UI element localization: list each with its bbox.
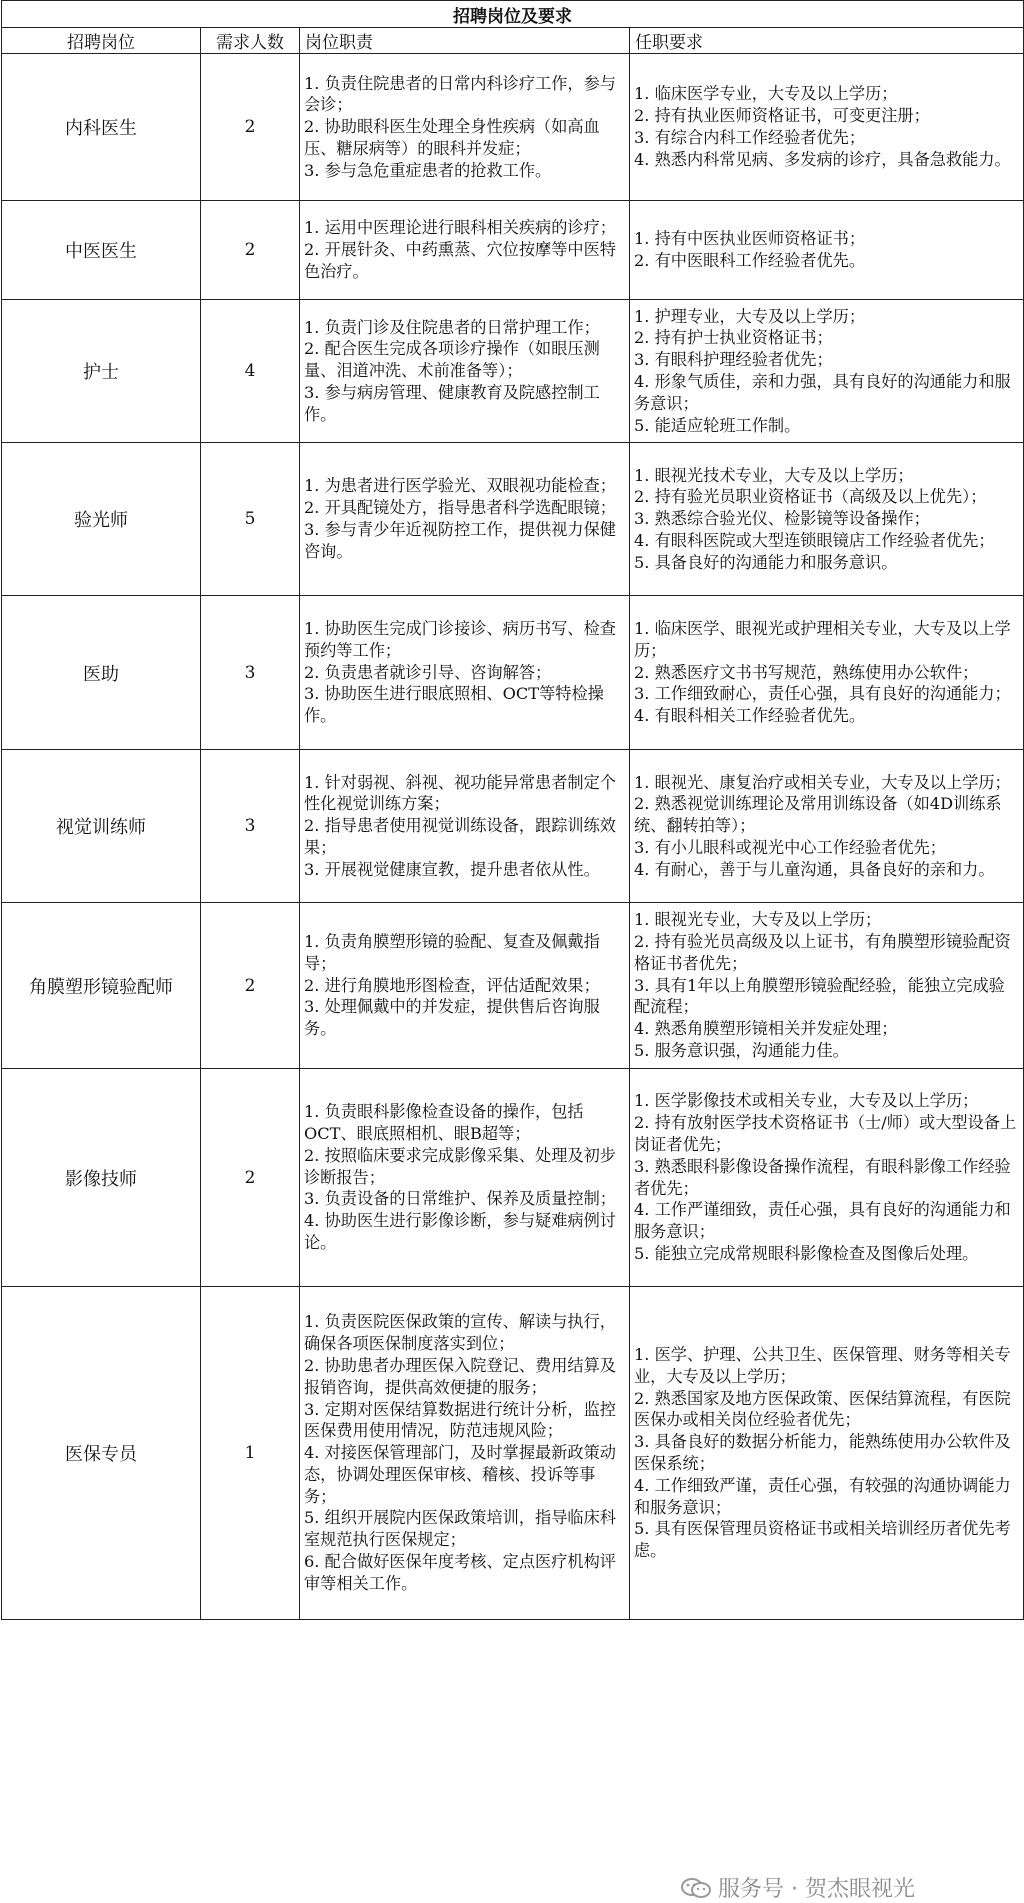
cell-requirements (630, 54, 1024, 201)
cell-count: 2 (201, 54, 300, 201)
requirement-item: 1. 护理专业，大专及以上学历； (634, 306, 866, 326)
table-row (2, 54, 1024, 201)
requirement-item: 1. 医学影像技术或相关专业，大专及以上学历； (634, 1091, 979, 1111)
cell-duties (300, 201, 630, 300)
duty-item: 1. 为患者进行医学验光、双眼视功能检查； (304, 476, 616, 496)
requirement-item: 2. 持有护士执业资格证书； (634, 328, 833, 348)
cell-position: 医保专员 (2, 1287, 201, 1620)
requirement-item: 4. 有眼科医院或大型连锁眼镜店工作经验者优先； (634, 530, 995, 550)
duty-item: 4. 对接医保管理部门，及时掌握最新政策动态，协调处理医保审核、稽核、投诉等事务； (304, 1443, 616, 1506)
cell-position: 医助 (2, 596, 201, 750)
requirement-item: 1. 眼视光、康复治疗或相关专业，大专及以上学历； (634, 772, 1011, 792)
cell-duties (300, 750, 630, 903)
requirement-item: 5. 具有医保管理员资格证书或相关培训经历者优先考虑。 (634, 1519, 1011, 1561)
duty-item: 2. 协助患者办理医保入院登记、费用结算及报销咨询，提供高效便捷的服务； (304, 1355, 616, 1397)
cell-position: 视觉训练师 (2, 750, 201, 903)
cell-duties (300, 903, 630, 1069)
requirement-item: 2. 持有验光员职业资格证书（高级及以上优先）； (634, 487, 987, 507)
requirement-item: 3. 有眼科护理经验者优先； (634, 350, 833, 370)
duty-item: 5. 组织开展院内医保政策培训，指导临床科室规范执行医保规定； (304, 1508, 616, 1550)
duty-item: 2. 协助眼科医生处理全身性疾病（如高血压、糖尿病等）的眼科并发症； (304, 117, 600, 158)
duty-item: 2. 进行角膜地形图检查，评估适配效果； (304, 975, 600, 995)
requirement-item: 5. 能独立完成常规眼科影像检查及图像后处理。 (634, 1243, 979, 1263)
table-row (2, 903, 1024, 1069)
duty-item: 2. 指导患者使用视觉训练设备，跟踪训练效果； (304, 816, 616, 857)
duty-item: 3. 定期对医保结算数据进行统计分析，监控医保费用使用情况，防范违规风险； (304, 1399, 616, 1441)
cell-requirements (630, 750, 1024, 903)
table-row (2, 443, 1024, 596)
recruitment-table (1, 0, 1024, 1620)
requirement-item: 5. 具备良好的沟通能力和服务意识。 (634, 552, 898, 572)
requirement-item: 2. 熟悉视觉训练理论及常用训练设备（如4D训练系统、翻转拍等）； (634, 794, 1002, 836)
requirement-item: 2. 持有执业医师资格证书，可变更注册； (634, 106, 930, 126)
cell-duties (300, 300, 630, 443)
duty-item: 1. 针对弱视、斜视、视功能异常患者制定个性化视觉训练方案； (304, 772, 616, 814)
duty-item: 1. 负责角膜塑形镜的验配、复查及佩戴指导； (304, 932, 600, 973)
requirement-item: 3. 熟悉眼科影像设备操作流程，有眼科影像工作经验者优先； (634, 1156, 1011, 1198)
duty-item: 1. 负责住院患者的日常内科诊疗工作，参与会诊； (304, 73, 616, 115)
requirement-item: 1. 医学、护理、公共卫生、医保管理、财务等相关专业，大专及以上学历； (634, 1345, 1011, 1386)
requirement-item: 2. 熟悉医疗文书书写规范，熟练使用办公软件； (634, 662, 979, 682)
cell-requirements (630, 201, 1024, 300)
cell-count: 5 (201, 443, 300, 596)
header-position: 招聘岗位 (2, 28, 201, 54)
requirement-item: 3. 有小儿眼科或视光中心工作经验者优先； (634, 837, 946, 857)
duty-item: 3. 开展视觉健康宣教，提升患者依从性。 (304, 859, 600, 879)
requirement-item: 5. 服务意识强，沟通能力佳。 (634, 1040, 849, 1060)
duty-item: 2. 开展针灸、中药熏蒸、穴位按摩等中医特色治疗。 (304, 240, 616, 281)
table-title: 招聘岗位及要求 (2, 1, 1024, 28)
requirement-item: 4. 熟悉角膜塑形镜相关并发症处理； (634, 1019, 898, 1039)
cell-requirements (630, 903, 1024, 1069)
requirement-item: 2. 有中医眼科工作经验者优先。 (634, 251, 866, 270)
requirement-item: 3. 具有1年以上角膜塑形镜验配经验，能独立完成验配流程； (634, 975, 1005, 1017)
cell-requirements (630, 596, 1024, 750)
cell-duties (300, 1069, 630, 1287)
cell-count: 2 (201, 201, 300, 300)
duty-item: 3. 参与青少年近视防控工作，提供视力保健咨询。 (304, 520, 616, 561)
header-count: 需求人数 (201, 28, 300, 54)
cell-position: 影像技师 (2, 1069, 201, 1287)
duty-item: 2. 配合医生完成各项诊疗操作（如眼压测量、泪道冲洗、术前准备等）； (304, 339, 600, 381)
cell-position: 验光师 (2, 443, 201, 596)
duty-item: 1. 协助医生完成门诊接诊、病历书写、检查预约等工作； (304, 619, 616, 660)
duty-item: 1. 负责眼科影像检查设备的操作，包括OCT、眼底照相机、眼B超等； (304, 1102, 584, 1143)
duty-item: 1. 负责医院医保政策的宣传、解读与执行，确保各项医保制度落实到位； (304, 1312, 616, 1354)
requirement-item: 2. 持有放射医学技术资格证书（士/师）或大型设备上岗证者优先； (634, 1113, 1017, 1154)
cell-count: 3 (201, 750, 300, 903)
watermark (680, 1872, 915, 1903)
requirement-item: 1. 眼视光专业，大专及以上学历； (634, 910, 882, 930)
requirement-item: 3. 有综合内科工作经验者优先； (634, 128, 866, 147)
table-row (2, 1069, 1024, 1287)
header-duties: 岗位职责 (300, 28, 630, 54)
cell-requirements (630, 300, 1024, 443)
duty-item: 4. 协助医生进行影像诊断，参与疑难病例讨论。 (304, 1211, 616, 1252)
requirement-item: 3. 熟悉综合验光仪、检影镜等设备操作； (634, 509, 930, 529)
duty-item: 2. 按照临床要求完成影像采集、处理及初步诊断报告； (304, 1145, 616, 1187)
requirement-item: 4. 有眼科相关工作经验者优先。 (634, 706, 866, 726)
duty-item: 2. 负责患者就诊引导、咨询解答； (304, 662, 552, 682)
header-row (2, 28, 1024, 54)
requirement-item: 1. 眼视光技术专业，大专及以上学历； (634, 465, 914, 485)
cell-count: 2 (201, 1069, 300, 1287)
header-requirements: 任职要求 (630, 28, 1024, 54)
cell-requirements (630, 443, 1024, 596)
cell-count: 1 (201, 1287, 300, 1620)
cell-duties (300, 443, 630, 596)
cell-count: 3 (201, 596, 300, 750)
requirement-item: 2. 熟悉国家及地方医保政策、医保结算流程，有医院医保办或相关岗位经验者优先； (634, 1388, 1011, 1430)
cell-count: 2 (201, 903, 300, 1069)
cell-position: 角膜塑形镜验配师 (2, 903, 201, 1069)
cell-duties (300, 1287, 630, 1620)
requirement-item: 4. 工作严谨细致，责任心强，具有良好的沟通能力和服务意识； (634, 1200, 1011, 1242)
duty-item: 1. 运用中医理论进行眼科相关疾病的诊疗； (304, 218, 616, 238)
duty-item: 3. 参与病房管理、健康教育及院感控制工作。 (304, 382, 600, 424)
requirement-item: 4. 熟悉内科常见病、多发病的诊疗，具备急救能力。 (634, 149, 1011, 169)
requirement-item: 1. 临床医学、眼视光或护理相关专业，大专及以上学历； (634, 619, 1011, 660)
cell-requirements (630, 1069, 1024, 1287)
table-row (2, 750, 1024, 903)
table-row (2, 300, 1024, 443)
cell-position: 中医医生 (2, 201, 201, 300)
requirement-item: 3. 具备良好的数据分析能力，能熟练使用办公软件及医保系统； (634, 1432, 1011, 1473)
watermark-text: 服务号 · 贺杰眼视光 (718, 1877, 915, 1902)
duty-item: 2. 开具配镜处方，指导患者科学选配眼镜； (304, 498, 616, 518)
duty-item: 6. 配合做好医保年度考核、定点医疗机构评审等相关工作。 (304, 1552, 616, 1593)
duty-item: 3. 参与急危重症患者的抢救工作。 (304, 160, 552, 180)
duty-item: 3. 协助医生进行眼底照相、OCT等特检操作。 (304, 684, 604, 726)
requirement-item: 5. 能适应轮班工作制。 (634, 415, 801, 435)
wechat-icon (680, 1877, 712, 1899)
requirement-item: 4. 形象气质佳，亲和力强，具有良好的沟通能力和服务意识； (634, 372, 1011, 413)
requirement-item: 1. 临床医学专业，大专及以上学历； (634, 84, 898, 104)
cell-position: 内科医生 (2, 54, 201, 201)
cell-duties (300, 596, 630, 750)
cell-duties (300, 54, 630, 201)
requirement-item: 3. 工作细致耐心，责任心强，具有良好的沟通能力； (634, 684, 1011, 704)
table-row (2, 596, 1024, 750)
requirement-item: 4. 工作细致严谨，责任心强，有较强的沟通协调能力和服务意识； (634, 1475, 1011, 1517)
duty-item: 3. 处理佩戴中的并发症，提供售后咨询服务。 (304, 997, 600, 1039)
requirement-item: 2. 持有验光员高级及以上证书，有角膜塑形镜验配资格证书者优先； (634, 932, 1011, 973)
table-row (2, 1287, 1024, 1620)
cell-count: 4 (201, 300, 300, 443)
cell-requirements (630, 1287, 1024, 1620)
duty-item: 1. 负责门诊及住院患者的日常护理工作； (304, 317, 600, 337)
requirement-item: 4. 有耐心，善于与儿童沟通，具备良好的亲和力。 (634, 859, 995, 879)
duty-item: 3. 负责设备的日常维护、保养及质量控制； (304, 1189, 616, 1209)
table-row (2, 201, 1024, 300)
requirement-item: 1. 持有中医执业医师资格证书； (634, 229, 866, 249)
cell-position: 护士 (2, 300, 201, 443)
